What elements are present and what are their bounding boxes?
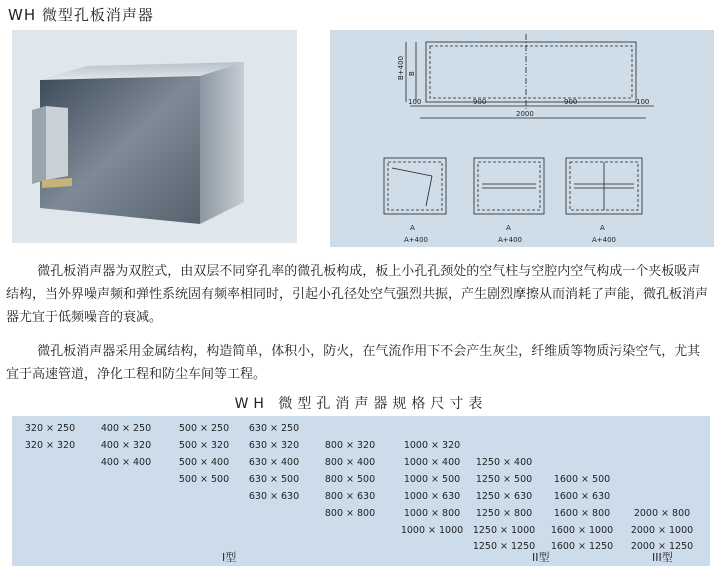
table-cell: 630 × 500 xyxy=(248,474,300,485)
table-cell: 1000 × 630 xyxy=(403,491,461,502)
svg-text:900: 900 xyxy=(473,98,487,106)
table-cell: 800 × 320 xyxy=(324,440,376,451)
table-cell: 1250 × 1000 xyxy=(472,525,536,536)
svg-text:A+400: A+400 xyxy=(592,236,617,244)
table-cell: 800 × 630 xyxy=(324,491,376,502)
description-paragraph-1: 微孔板消声器为双腔式，由双层不同穿孔率的微孔板构成，板上小孔孔颈处的空气柱与空腔内空气构成一个夹板吸声结构，当外界噪声频和弹性系统固有频率相同时，引起小孔径处空气强烈共振，产生剧烈摩擦从而消耗了声能，微孔板消声器尤宜于低频噪音的衰减。 xyxy=(6,264,709,325)
table-cell: 320 × 250 xyxy=(24,423,76,434)
type-label-3: III型 xyxy=(652,551,673,564)
svg-text:A: A xyxy=(506,224,511,232)
table-cell: 1250 × 400 xyxy=(475,457,533,468)
table-cell: 1000 × 400 xyxy=(403,457,461,468)
table-cell: 630 × 630 xyxy=(248,491,300,502)
page-title: WH 微型孔板消声器 xyxy=(8,6,154,24)
svg-text:A+400: A+400 xyxy=(498,236,523,244)
svg-text:900: 900 xyxy=(564,98,578,106)
table-cell: 800 × 400 xyxy=(324,457,376,468)
table-cell: 630 × 400 xyxy=(248,457,300,468)
table-cell: 1250 × 1250 xyxy=(472,541,536,552)
svg-text:B+400: B+400 xyxy=(397,55,405,80)
table-cell: 1000 × 500 xyxy=(403,474,461,485)
table-cell: 320 × 320 xyxy=(24,440,76,451)
type-label-2: II型 xyxy=(532,551,550,564)
table-cell: 2000 × 1250 xyxy=(630,541,694,552)
description-paragraph-2: 微孔板消声器采用金属结构，构造简单，体积小，防火，在气流作用下不会产生灰尘，纤维质等物质污染空气，尤其宜于高速管道，净化工程和防尘车间等工程。 xyxy=(6,344,701,382)
table-cell: 400 × 400 xyxy=(100,457,152,468)
table-title: WH 微型孔消声器规格尺寸表 xyxy=(234,396,488,412)
table-cell: 1000 × 1000 xyxy=(400,525,464,536)
svg-text:A: A xyxy=(410,224,415,232)
table-cell: 800 × 500 xyxy=(324,474,376,485)
svg-text:100: 100 xyxy=(408,98,422,106)
table-cell: 500 × 500 xyxy=(178,474,230,485)
svg-text:A+400: A+400 xyxy=(404,236,429,244)
table-cell: 1600 × 800 xyxy=(553,508,611,519)
type-label-1: I型 xyxy=(222,551,237,564)
svg-text:B: B xyxy=(408,71,416,76)
dimension-drawing xyxy=(330,30,714,247)
svg-text:A: A xyxy=(600,224,605,232)
spec-table xyxy=(12,416,710,566)
table-cell: 1600 × 1250 xyxy=(550,541,614,552)
table-cell: 1600 × 1000 xyxy=(550,525,614,536)
table-cell: 1600 × 630 xyxy=(553,491,611,502)
svg-text:2000: 2000 xyxy=(516,110,534,118)
table-cell: 2000 × 1000 xyxy=(630,525,694,536)
silencer-box-image xyxy=(12,30,297,243)
table-cell: 500 × 250 xyxy=(178,423,230,434)
table-cell: 2000 × 800 xyxy=(633,508,691,519)
table-cell: 630 × 250 xyxy=(248,423,300,434)
table-cell: 400 × 250 xyxy=(100,423,152,434)
table-cell: 500 × 320 xyxy=(178,440,230,451)
table-cell: 1250 × 500 xyxy=(475,474,533,485)
table-cell: 1250 × 630 xyxy=(475,491,533,502)
table-cell: 1250 × 800 xyxy=(475,508,533,519)
technical-drawing xyxy=(330,30,714,247)
table-cell: 1000 × 800 xyxy=(403,508,461,519)
table-cell: 1600 × 500 xyxy=(553,474,611,485)
table-cell: 400 × 320 xyxy=(100,440,152,451)
table-cell: 500 × 400 xyxy=(178,457,230,468)
product-photo xyxy=(12,30,297,243)
table-cell: 800 × 800 xyxy=(324,508,376,519)
svg-text:100: 100 xyxy=(636,98,650,106)
table-cell: 630 × 320 xyxy=(248,440,300,451)
table-cell: 1000 × 320 xyxy=(403,440,461,451)
